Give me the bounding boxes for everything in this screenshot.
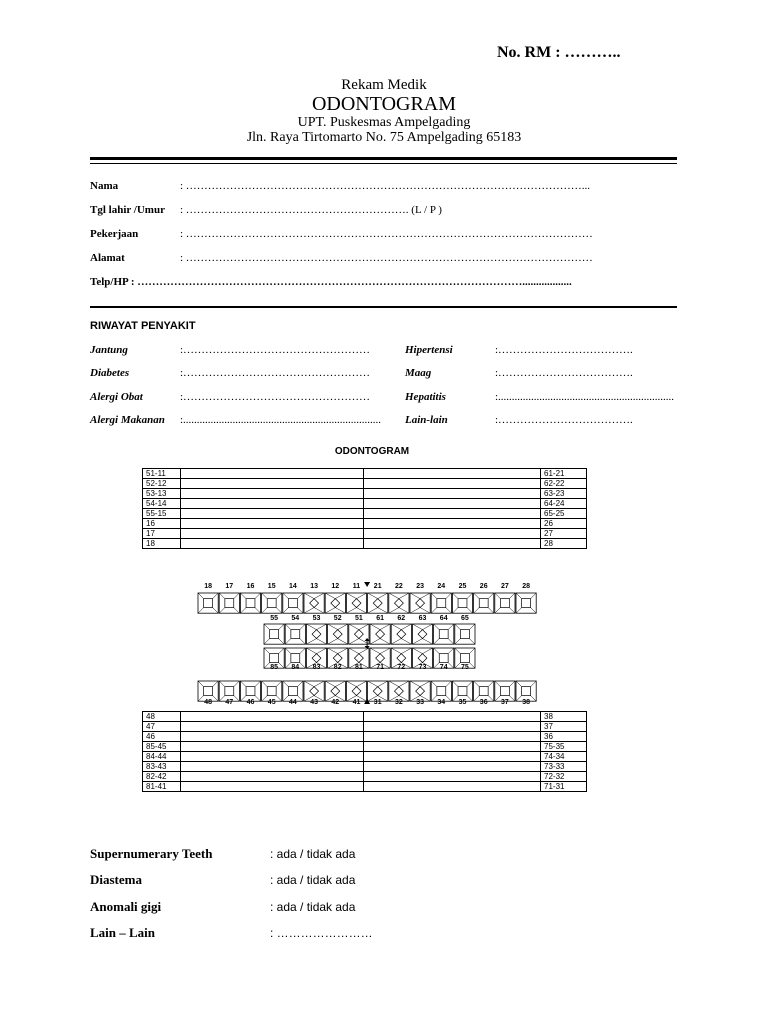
tooth-23[interactable] [410, 593, 430, 613]
tooth-number: 34 [437, 699, 446, 706]
alergi-obat-field[interactable]: :…………………………………………… [180, 391, 371, 403]
tooth-code-left: 83-43 [143, 762, 181, 772]
note-cell-right[interactable] [364, 529, 541, 539]
tooth-code-right: 28 [541, 539, 587, 549]
note-cell-right[interactable] [364, 742, 541, 752]
tooth-number: 38 [522, 699, 530, 706]
table-row [143, 752, 587, 762]
tooth-number: 75 [461, 664, 469, 671]
clinic-address: Jln. Raya Tirtomarto No. 75 Ampelgading 65183 [246, 130, 522, 145]
midline-marker-icon [364, 582, 370, 587]
diastema-field[interactable]: : ada / tidak ada [270, 873, 356, 887]
nama-field[interactable]: : ………………………………………………………………………………………………... [180, 180, 591, 192]
tooth-number: 84 [291, 664, 300, 671]
note-cell-left[interactable] [181, 479, 364, 489]
tooth-code-left: 18 [143, 539, 181, 549]
table-row [143, 509, 587, 519]
tooth-number: 42 [331, 699, 340, 706]
tooth-number: 12 [331, 583, 340, 590]
tooth-number: 22 [395, 583, 403, 590]
tooth-55[interactable] [264, 624, 284, 644]
alergi-obat-label: Alergi Obat [90, 391, 143, 403]
tooth-62[interactable] [391, 624, 411, 644]
tooth-number: 21 [373, 583, 382, 590]
tooth-28[interactable] [516, 593, 536, 613]
tooth-number: 17 [225, 583, 234, 590]
note-cell-right[interactable] [364, 509, 541, 519]
hipertensi-field[interactable]: :………………………………. [495, 344, 633, 356]
table-row [143, 762, 587, 772]
tooth-number: 37 [501, 699, 509, 706]
odontogram-title: ODONTOGRAM [334, 446, 410, 457]
tooth-number: 11 [352, 583, 361, 590]
tooth-number: 61 [376, 615, 384, 622]
diabetes-field[interactable]: :…………………………………………… [180, 367, 371, 379]
tooth-code-right: 71-31 [541, 782, 587, 792]
table-row [143, 519, 587, 529]
note-cell-left[interactable] [181, 529, 364, 539]
table-row [143, 722, 587, 732]
tooth-code-right: 26 [541, 519, 587, 529]
note-cell-right[interactable] [364, 499, 541, 509]
tooth-number: 83 [312, 664, 321, 671]
tooth-65[interactable] [455, 624, 475, 644]
tooth-number: 43 [310, 699, 318, 706]
tooth-number: 14 [289, 583, 297, 590]
tooth-code-left: 55-15 [143, 509, 181, 519]
table-row [143, 732, 587, 742]
tooth-code-right: 62-22 [541, 479, 587, 489]
note-cell-left[interactable] [181, 499, 364, 509]
tooth-code-left: 46 [143, 732, 181, 742]
tgl-lahir-field[interactable]: : ……………………………………………………. (L / P ) [180, 204, 442, 216]
alergi-makanan-label: Alergi Makanan [90, 414, 165, 426]
tooth-code-left: 16 [143, 519, 181, 529]
tooth-number: 55 [270, 615, 278, 622]
tooth-code-left: 85-45 [143, 742, 181, 752]
tooth-24[interactable] [431, 593, 451, 613]
page-title: ODONTOGRAM [311, 93, 457, 115]
tooth-63[interactable] [412, 624, 432, 644]
note-cell-left[interactable] [181, 509, 364, 519]
tooth-code-right: 36 [541, 732, 587, 742]
tooth-code-right: 74-34 [541, 752, 587, 762]
telp-field[interactable]: Telp/HP : …………………………………………………………………………………………….................. [90, 276, 572, 288]
tooth-number: 32 [395, 699, 403, 706]
tooth-number: 44 [289, 699, 297, 706]
tooth-number: 54 [291, 615, 300, 622]
divider-thick [90, 157, 677, 160]
tooth-22[interactable] [389, 593, 409, 613]
tooth-number: 82 [333, 664, 342, 671]
note-cell-left[interactable] [181, 489, 364, 499]
tooth-code-right: 37 [541, 722, 587, 732]
tooth-number: 24 [437, 583, 446, 590]
table-row [143, 479, 587, 489]
tooth-code-left: 82-42 [143, 772, 181, 782]
diastema-label: Diastema [90, 872, 142, 887]
tooth-code-left: 84-44 [143, 752, 181, 762]
tooth-54[interactable] [285, 624, 305, 644]
tooth-number: 48 [204, 699, 212, 706]
tooth-27[interactable] [495, 593, 515, 613]
tooth-code-left: 48 [143, 712, 181, 722]
tooth-number: 36 [479, 699, 488, 706]
note-cell-right[interactable] [364, 762, 541, 772]
note-cell-left[interactable] [181, 762, 364, 772]
tooth-code-left: 53-13 [143, 489, 181, 499]
tooth-number: 53 [312, 615, 321, 622]
lower-table [142, 711, 587, 792]
note-cell-left[interactable] [181, 539, 364, 549]
tooth-number: 62 [397, 615, 406, 622]
tooth-code-right: 64-24 [541, 499, 587, 509]
diabetes-label: Diabetes [90, 367, 130, 379]
alamat-field[interactable]: : ………………………………………………………………………………………………… [180, 252, 593, 264]
tooth-25[interactable] [452, 593, 472, 613]
tooth-number: 31 [373, 699, 382, 706]
tooth-number: 71 [376, 664, 384, 671]
tooth-number: 26 [479, 583, 488, 590]
table-row [143, 742, 587, 752]
supernumerary-field[interactable]: : ada / tidak ada [270, 847, 356, 861]
tooth-number: 73 [418, 664, 427, 671]
tooth-11[interactable] [346, 593, 366, 613]
tooth-18[interactable] [198, 593, 218, 613]
note-cell-right[interactable] [364, 519, 541, 529]
maag-field[interactable]: :………………………………. [495, 367, 633, 379]
tooth-number: 51 [355, 615, 363, 622]
header-line1: Rekam Medik [341, 77, 427, 93]
maag-label: Maag [405, 367, 432, 379]
note-cell-left[interactable] [181, 782, 364, 792]
tooth-number: 16 [246, 583, 255, 590]
tooth-21[interactable] [368, 593, 388, 613]
tooth-number: 27 [501, 583, 509, 590]
note-cell-right[interactable] [364, 722, 541, 732]
note-cell-right[interactable] [364, 712, 541, 722]
note-cell-left[interactable] [181, 722, 364, 732]
lain-label: Lain – Lain [90, 925, 156, 940]
riwayat-title: RIWAYAT PENYAKIT [90, 320, 196, 332]
tooth-code-right: 72-32 [541, 772, 587, 782]
tooth-code-left: 52-12 [143, 479, 181, 489]
table-row [143, 499, 587, 509]
tooth-code-left: 17 [143, 529, 181, 539]
pekerjaan-field[interactable]: : ………………………………………………………………………………………………… [180, 228, 593, 240]
lain-lain-field[interactable]: :………………………………. [495, 414, 633, 426]
tooth-number: 33 [416, 699, 424, 706]
divider-thin [90, 163, 677, 164]
lain-lain-label: Lain-lain [405, 414, 448, 426]
tooth-number: 35 [458, 699, 467, 706]
hepatitis-field[interactable]: :................................................................ [495, 391, 675, 403]
tooth-code-left: 47 [143, 722, 181, 732]
tooth-code-right: 61-21 [541, 469, 587, 479]
table-row [143, 469, 587, 479]
tooth-number: 18 [204, 583, 212, 590]
alamat-label: Alamat [90, 252, 125, 264]
tooth-code-right: 65-25 [541, 509, 587, 519]
tooth-code-right: 27 [541, 529, 587, 539]
note-cell-right[interactable] [364, 469, 541, 479]
note-cell-right[interactable] [364, 489, 541, 499]
anomali-label: Anomali gigi [90, 899, 162, 914]
divider-section [90, 306, 677, 308]
tooth-16[interactable] [240, 593, 260, 613]
tooth-12[interactable] [325, 593, 345, 613]
note-cell-left[interactable] [181, 752, 364, 762]
table-row [143, 489, 587, 499]
anomali-field[interactable]: : ada / tidak ada [270, 900, 356, 914]
tooth-14[interactable] [283, 593, 303, 613]
tgl-lahir-label: Tgl lahir /Umur [90, 204, 165, 216]
note-cell-right[interactable] [364, 539, 541, 549]
tooth-number: 63 [418, 615, 427, 622]
tooth-number: 81 [355, 664, 363, 671]
hipertensi-label: Hipertensi [405, 344, 453, 356]
note-cell-right[interactable] [364, 479, 541, 489]
tooth-number: 47 [225, 699, 234, 706]
tooth-number: 72 [397, 664, 406, 671]
tooth-number: 41 [352, 699, 361, 706]
tooth-number: 13 [310, 583, 318, 590]
tooth-number: 28 [522, 583, 530, 590]
upper-table [142, 468, 587, 549]
jantung-label: Jantung [90, 344, 128, 356]
tooth-number: 74 [439, 664, 448, 671]
tooth-code-right: 38 [541, 712, 587, 722]
hepatitis-label: Hepatitis [405, 391, 446, 403]
tooth-number: 64 [439, 615, 448, 622]
odontogram-diagram [190, 578, 555, 708]
tooth-number: 85 [270, 664, 278, 671]
clinic-name: UPT. Puskesmas Ampelgading [297, 115, 471, 130]
note-cell-right[interactable] [364, 782, 541, 792]
tooth-code-right: 75-35 [541, 742, 587, 752]
note-cell-right[interactable] [364, 752, 541, 762]
tooth-26[interactable] [474, 593, 494, 613]
alergi-makanan-field[interactable]: :........................................................................ [180, 414, 382, 426]
tooth-13[interactable] [304, 593, 324, 613]
tooth-17[interactable] [219, 593, 239, 613]
table-row [143, 782, 587, 792]
tooth-code-left: 51-11 [143, 469, 181, 479]
tooth-number: 15 [267, 583, 276, 590]
tooth-number: 23 [416, 583, 424, 590]
tooth-code-right: 73-33 [541, 762, 587, 772]
tooth-number: 45 [267, 699, 276, 706]
tooth-number: 46 [246, 699, 255, 706]
tooth-code-left: 81-41 [143, 782, 181, 792]
note-cell-left[interactable] [181, 519, 364, 529]
table-row [143, 712, 587, 722]
tooth-number: 25 [458, 583, 467, 590]
tooth-64[interactable] [434, 624, 454, 644]
tooth-number: 52 [333, 615, 342, 622]
tooth-51[interactable] [349, 624, 369, 644]
tooth-53[interactable] [306, 624, 326, 644]
tooth-code-right: 63-23 [541, 489, 587, 499]
note-cell-left[interactable] [181, 742, 364, 752]
tooth-code-left: 54-14 [143, 499, 181, 509]
rm-number: No. RM : ……….. [497, 44, 621, 61]
table-row [143, 529, 587, 539]
tooth-number: 65 [461, 615, 469, 622]
jantung-field[interactable]: :…………………………………………… [180, 344, 371, 356]
note-cell-left[interactable] [181, 712, 364, 722]
note-cell-right[interactable] [364, 772, 541, 782]
table-row [143, 539, 587, 549]
note-cell-left[interactable] [181, 732, 364, 742]
tooth-52[interactable] [328, 624, 348, 644]
lain-field[interactable]: : …………………… [270, 926, 373, 940]
supernumerary-label: Supernumerary Teeth [90, 846, 213, 861]
note-cell-left[interactable] [181, 469, 364, 479]
pekerjaan-label: Pekerjaan [90, 228, 139, 240]
nama-label: Nama [90, 180, 119, 192]
tooth-61[interactable] [370, 624, 390, 644]
note-cell-right[interactable] [364, 732, 541, 742]
note-cell-left[interactable] [181, 772, 364, 782]
tooth-15[interactable] [262, 593, 282, 613]
table-row [143, 772, 587, 782]
